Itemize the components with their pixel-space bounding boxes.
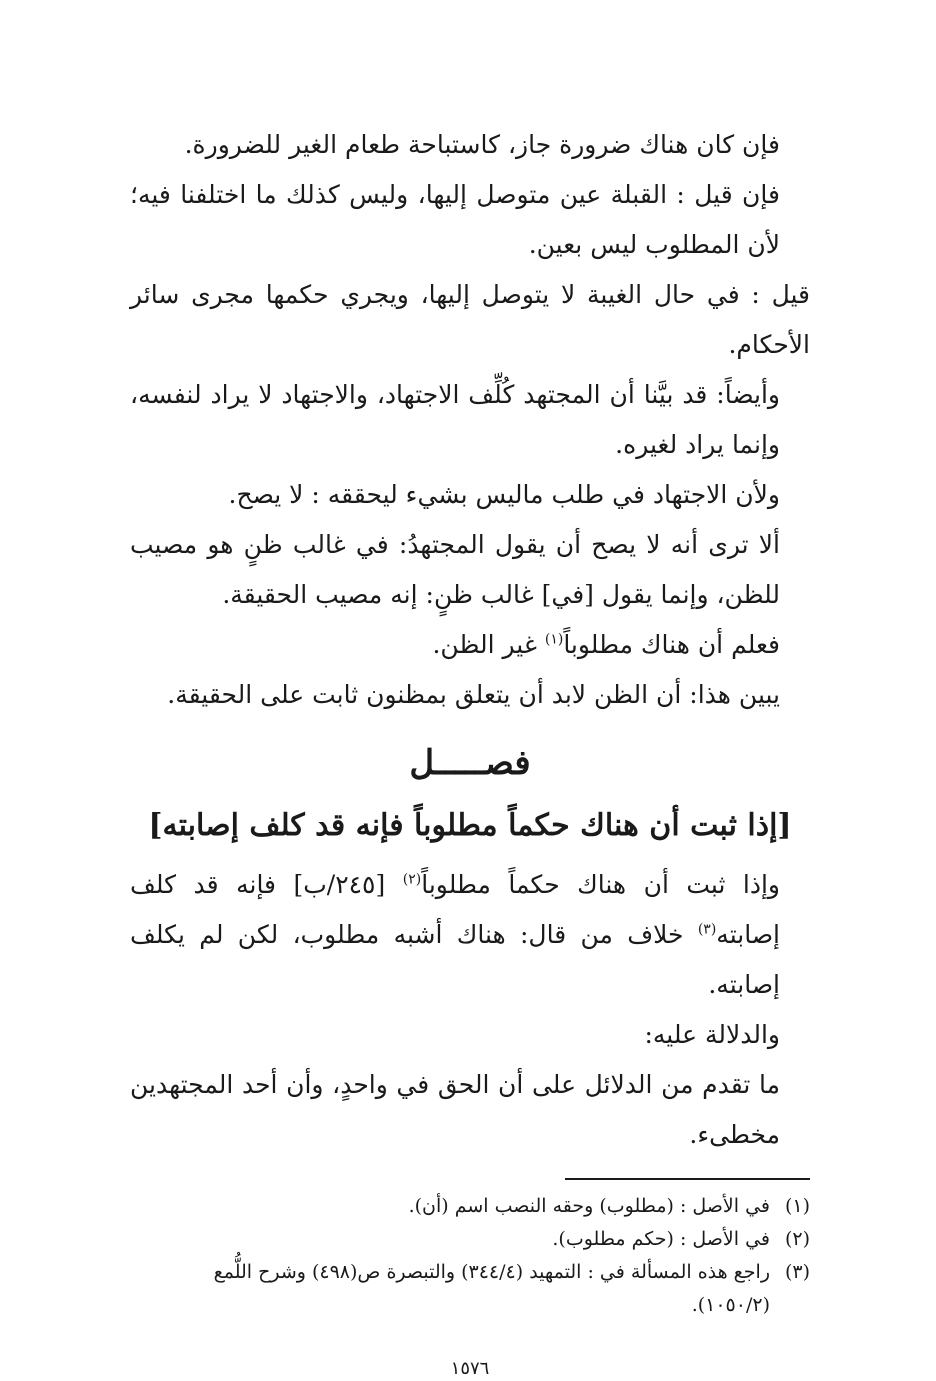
known-sought-text-end: غير الظن.: [432, 630, 545, 659]
footnote-number: (١): [784, 1195, 810, 1217]
footnote-ref-1: (١): [544, 631, 564, 648]
footnote-3: [130, 1256, 810, 1322]
paragraph-reply-absence: قيل : في حال الغيبة لا يتوصل إليها، ويجري حكمها مجرى سائر الأحكام.: [130, 280, 810, 359]
paragraph-do-you-not-see: ألا ترى أنه لا يصح أن يقول المجتهدُ: في غالب ظنٍ هو مصيب للظن، وإنما يقول [في] غالب ظنٍ: إنه مصيب الحقيقة.: [130, 530, 780, 609]
paragraph-also-ijtihad: وأيضاً: قد بيَّنا أن المجتهد كُلِّف الاجتهاد، والاجتهاد لا يراد لنفسه، وإنما يراد لغيره.: [130, 380, 780, 459]
paragraph-known-sought: [130, 620, 810, 670]
footnote-number: (٣): [784, 1261, 810, 1283]
footnotes: [130, 1190, 810, 1322]
section-title-fasl: فصـــــل: [409, 743, 531, 783]
known-sought-text: فعلم أن هناك مطلوباً: [563, 630, 780, 659]
footnote-ref-2: (٢): [402, 871, 422, 888]
paragraph-section-main: [130, 860, 810, 1010]
footnote-separator: [565, 1178, 810, 1180]
footnote-2: [130, 1223, 810, 1256]
footnote-number: (٢): [784, 1228, 810, 1250]
section-main-part3: خلاف من قال: هناك أشبه مطلوب، لكن لم يكلف إصابته.: [130, 920, 780, 999]
paragraph-evidence-text: ما تقدم من الدلائل على أن الحق في واحدٍ، وأن أحد المجتهدين مخطىء.: [130, 1070, 780, 1149]
page-number: ١٥٧٦: [450, 1358, 490, 1379]
footnote-1: [130, 1190, 810, 1223]
section-main-part1: وإذا ثبت أن هناك حكماً مطلوباً: [421, 870, 780, 899]
paragraph-explanation: يبين هذا: أن الظن لابد أن يتعلق بمظنون ثابت على الحقيقة.: [167, 680, 780, 709]
document-page: [130, 120, 810, 1379]
paragraph-evidence-label: والدلالة عليه:: [644, 1020, 780, 1049]
footnote-text: راجع هذه المسألة في : التمهيد (٣٤٤/٤) والتبصرة ص(٤٩٨) وشرح اللُّمع (١٠٥٠/٢).: [213, 1261, 770, 1316]
footnote-ref-3: (٣): [697, 921, 717, 938]
paragraph-necessity: فإن كان هناك ضرورة جاز، كاستباحة طعام الغير للضرورة.: [184, 130, 780, 159]
paragraph-objection-qibla: فإن قيل : القبلة عين متوصل إليها، وليس كذلك ما اختلفنا فيه؛ لأن المطلوب ليس بعين.: [130, 180, 780, 259]
section-heading: [إذا ثبت أن هناك حكماً مطلوباً فإنه قد كلف إصابته]: [148, 808, 792, 843]
footnote-text: في الأصل : (حكم مطلوب).: [552, 1228, 770, 1250]
paragraph-ijtihad-nothing: ولأن الاجتهاد في طلب ماليس بشيء ليحققه : لا يصح.: [228, 480, 780, 509]
footnote-text: في الأصل : (مطلوب) وحقه النصب اسم (أن).: [408, 1195, 770, 1217]
section-main-part2: [٢٤٥/ب] فإنه قد كلف إصابته: [130, 870, 780, 949]
